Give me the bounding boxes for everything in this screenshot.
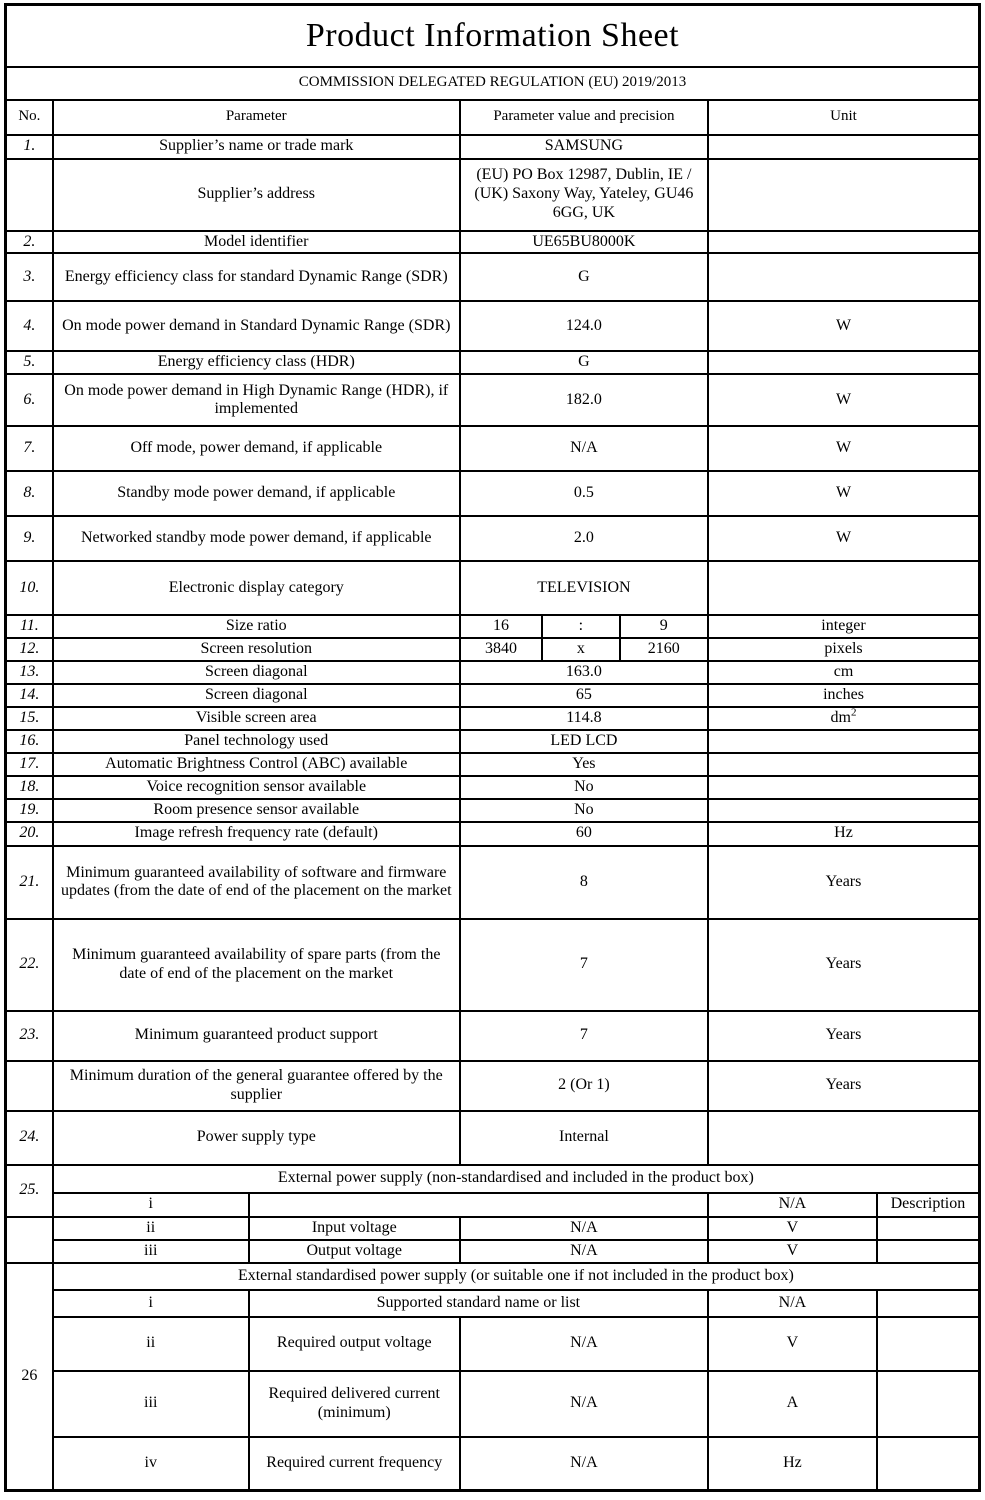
- row-number-cell: 23.: [6, 1011, 53, 1061]
- unit-cell: V: [708, 1317, 877, 1371]
- row-number-cell: 1.: [6, 135, 53, 159]
- row-number-cell: 12.: [6, 638, 53, 661]
- column-header-value: Parameter value and precision: [460, 100, 708, 135]
- table-row: [6, 516, 980, 561]
- value-cell: N/A: [460, 426, 708, 471]
- row-number-cell: 14.: [6, 684, 53, 707]
- table-row: [6, 374, 980, 426]
- product-info-table: [4, 3, 981, 1492]
- label-cell: Required current frequency: [249, 1437, 460, 1491]
- table-row: [6, 1193, 980, 1217]
- unit-cell: Hz: [708, 822, 979, 846]
- label-cell: [249, 1193, 708, 1217]
- table-row: [6, 776, 980, 799]
- unit-cell: [708, 730, 979, 753]
- row-number-cell: 24.: [6, 1111, 53, 1165]
- parameter-cell: Voice recognition sensor available: [53, 776, 460, 799]
- label-cell: Supported standard name or list: [249, 1290, 708, 1317]
- unit-cell: [708, 135, 979, 159]
- column-header-unit: Unit: [708, 100, 979, 135]
- table-row: [6, 919, 980, 1011]
- parameter-cell: Energy efficiency class (HDR): [53, 351, 460, 374]
- value-cell: LED LCD: [460, 730, 708, 753]
- row-number-cell: 13.: [6, 661, 53, 684]
- value-cell: 2 (Or 1): [460, 1061, 708, 1111]
- unit-cell: V: [708, 1217, 877, 1240]
- table-row: [6, 1240, 980, 1263]
- value-cell: Yes: [460, 753, 708, 776]
- value-cell: 7: [460, 1011, 708, 1061]
- row-number-cell: [6, 159, 53, 231]
- value-cell: N/A: [460, 1317, 708, 1371]
- label-cell: Required delivered current (minimum): [249, 1371, 460, 1437]
- table-row: [6, 846, 980, 919]
- value-cell: N/A: [460, 1371, 708, 1437]
- unit-cell: integer: [708, 615, 979, 638]
- unit-cell: [708, 776, 979, 799]
- value-part-cell: :: [542, 615, 619, 638]
- table-row: [6, 615, 980, 638]
- table-row: [6, 1290, 980, 1317]
- parameter-cell: Electronic display category: [53, 561, 460, 615]
- row-number-cell: 8.: [6, 471, 53, 516]
- section-25-header-row: [6, 1165, 980, 1193]
- table-row: [6, 684, 980, 707]
- value-cell: 2.0: [460, 516, 708, 561]
- table-row: [6, 426, 980, 471]
- value-cell: G: [460, 253, 708, 301]
- unit-cell: W: [708, 471, 979, 516]
- value-part-cell: 9: [620, 615, 708, 638]
- unit-cell: Years: [708, 1011, 979, 1061]
- value-cell: 114.8: [460, 707, 708, 730]
- parameter-cell: Image refresh frequency rate (default): [53, 822, 460, 846]
- parameter-cell: Power supply type: [53, 1111, 460, 1165]
- unit-cell: A: [708, 1371, 877, 1437]
- parameter-cell: Panel technology used: [53, 730, 460, 753]
- unit-text: dm: [830, 709, 851, 727]
- unit-superscript: 2: [850, 707, 857, 720]
- table-row: [6, 638, 980, 661]
- table-row: [6, 707, 980, 730]
- row-number-cell: 22.: [6, 919, 53, 1011]
- parameter-cell: Model identifier: [53, 231, 460, 254]
- column-header-parameter: Parameter: [53, 100, 460, 135]
- value-cell: N/A: [460, 1217, 708, 1240]
- table-row: [6, 753, 980, 776]
- value-cell: 7: [460, 919, 708, 1011]
- row-number-cell: [6, 1061, 53, 1111]
- row-number-cell: 19.: [6, 799, 53, 822]
- unit-cell: [708, 561, 979, 615]
- value-part-cell: 3840: [460, 638, 542, 661]
- table-row: [6, 1371, 980, 1437]
- value-cell: 182.0: [460, 374, 708, 426]
- table-row: [6, 1011, 980, 1061]
- parameter-cell: Screen diagonal: [53, 684, 460, 707]
- index-cell: ii: [53, 1217, 249, 1240]
- unit-cell: [708, 753, 979, 776]
- table-row: [6, 822, 980, 846]
- value-cell: N/A: [460, 1240, 708, 1263]
- parameter-cell: Supplier’s name or trade mark: [53, 135, 460, 159]
- value-cell: SAMSUNG: [460, 135, 708, 159]
- index-cell: i: [53, 1193, 249, 1217]
- table-row: [6, 351, 980, 374]
- description-cell: Description: [877, 1193, 980, 1217]
- parameter-cell: Screen resolution: [53, 638, 460, 661]
- index-cell: iii: [53, 1371, 249, 1437]
- row-number-cell: [6, 1217, 53, 1263]
- parameter-cell: Minimum duration of the general guarantee offered by the supplier: [53, 1061, 460, 1111]
- value-part-cell: x: [542, 638, 619, 661]
- row-number-cell: 11.: [6, 615, 53, 638]
- parameter-cell: Standby mode power demand, if applicable: [53, 471, 460, 516]
- value-cell: (EU) PO Box 12987, Dublin, IE / (UK) Saxony Way, Yateley, GU46 6GG, UK: [460, 159, 708, 231]
- table-row: [6, 1111, 980, 1165]
- index-cell: iii: [53, 1240, 249, 1263]
- unit-cell: V: [708, 1240, 877, 1263]
- parameter-cell: Supplier’s address: [53, 159, 460, 231]
- unit-cell: Years: [708, 1061, 979, 1111]
- column-header-no: No.: [6, 100, 53, 135]
- value-cell: UE65BU8000K: [460, 231, 708, 254]
- table-row: [6, 159, 980, 231]
- row-number-cell: 6.: [6, 374, 53, 426]
- unit-cell: [708, 253, 979, 301]
- unit-cell: [708, 351, 979, 374]
- unit-cell: W: [708, 516, 979, 561]
- parameter-cell: Minimum guaranteed availability of software and firmware updates (from the date of end of the placement on the market: [53, 846, 460, 919]
- parameter-cell: Visible screen area: [53, 707, 460, 730]
- parameter-cell: Networked standby mode power demand, if applicable: [53, 516, 460, 561]
- unit-cell: inches: [708, 684, 979, 707]
- description-cell: [877, 1371, 980, 1437]
- parameter-cell: Off mode, power demand, if applicable: [53, 426, 460, 471]
- table-row: [6, 253, 980, 301]
- table-row: [6, 1437, 980, 1491]
- row-number-cell: 20.: [6, 822, 53, 846]
- unit-cell: [708, 707, 979, 730]
- value-cell: 8: [460, 846, 708, 919]
- table-row: [6, 1317, 980, 1371]
- table-row: [6, 135, 980, 159]
- unit-cell: W: [708, 374, 979, 426]
- row-number-cell: 16.: [6, 730, 53, 753]
- row-number-cell: 21.: [6, 846, 53, 919]
- section-header-cell: External power supply (non-standardised and included in the product box): [53, 1165, 980, 1193]
- unit-cell: W: [708, 301, 979, 351]
- row-number-cell: 17.: [6, 753, 53, 776]
- index-cell: i: [53, 1290, 249, 1317]
- value-part-cell: 16: [460, 615, 542, 638]
- parameter-cell: Minimum guaranteed product support: [53, 1011, 460, 1061]
- table-row: [6, 301, 980, 351]
- description-cell: [877, 1240, 980, 1263]
- description-cell: [877, 1217, 980, 1240]
- value-cell: 163.0: [460, 661, 708, 684]
- value-cell: 60: [460, 822, 708, 846]
- table-row: [6, 561, 980, 615]
- row-number-cell: 18.: [6, 776, 53, 799]
- parameter-cell: Minimum guaranteed availability of spare parts (from the date of end of the placement on the market: [53, 919, 460, 1011]
- value-cell: TELEVISION: [460, 561, 708, 615]
- parameter-cell: On mode power demand in High Dynamic Range (HDR), if implemented: [53, 374, 460, 426]
- row-number-cell: 4.: [6, 301, 53, 351]
- row-number-cell: 5.: [6, 351, 53, 374]
- unit-cell: pixels: [708, 638, 979, 661]
- section-number-cell: 26: [6, 1263, 53, 1491]
- table-row: [6, 730, 980, 753]
- table-row: [6, 661, 980, 684]
- description-cell: [877, 1437, 980, 1491]
- table-row: [6, 1061, 980, 1111]
- unit-cell: N/A: [708, 1290, 877, 1317]
- table-row: [6, 471, 980, 516]
- unit-cell: W: [708, 426, 979, 471]
- row-number-cell: 3.: [6, 253, 53, 301]
- description-cell: [877, 1317, 980, 1371]
- unit-cell: Years: [708, 846, 979, 919]
- label-cell: Required output voltage: [249, 1317, 460, 1371]
- row-number-cell: 2.: [6, 231, 53, 254]
- section-26-header-row: [6, 1263, 980, 1290]
- table-row: [6, 799, 980, 822]
- unit-cell: [708, 231, 979, 254]
- unit-cell: Hz: [708, 1437, 877, 1491]
- parameter-cell: Energy efficiency class for standard Dynamic Range (SDR): [53, 253, 460, 301]
- value-cell: No: [460, 799, 708, 822]
- unit-cell: [708, 159, 979, 231]
- label-cell: Input voltage: [249, 1217, 460, 1240]
- value-cell: No: [460, 776, 708, 799]
- parameter-cell: Screen diagonal: [53, 661, 460, 684]
- index-cell: ii: [53, 1317, 249, 1371]
- table-row: [6, 231, 980, 254]
- description-cell: [877, 1290, 980, 1317]
- value-cell: Internal: [460, 1111, 708, 1165]
- section-header-cell: External standardised power supply (or suitable one if not included in the product box): [53, 1263, 980, 1290]
- unit-cell: cm: [708, 661, 979, 684]
- row-number-cell: 9.: [6, 516, 53, 561]
- value-part-cell: 2160: [620, 638, 708, 661]
- value-cell: N/A: [460, 1437, 708, 1491]
- unit-cell: [708, 799, 979, 822]
- index-cell: iv: [53, 1437, 249, 1491]
- value-cell: 0.5: [460, 471, 708, 516]
- page-title: Product Information Sheet: [6, 5, 980, 67]
- unit-cell: N/A: [708, 1193, 877, 1217]
- label-cell: Output voltage: [249, 1240, 460, 1263]
- regulation-subtitle: COMMISSION DELEGATED REGULATION (EU) 2019/2013: [6, 67, 980, 100]
- parameter-cell: Room presence sensor available: [53, 799, 460, 822]
- unit-cell: Years: [708, 919, 979, 1011]
- row-number-cell: 10.: [6, 561, 53, 615]
- row-number-cell: 7.: [6, 426, 53, 471]
- table-row: [6, 1217, 980, 1240]
- unit-cell: [708, 1111, 979, 1165]
- parameter-cell: Automatic Brightness Control (ABC) available: [53, 753, 460, 776]
- section-number-cell: 25.: [6, 1165, 53, 1217]
- parameter-cell: On mode power demand in Standard Dynamic Range (SDR): [53, 301, 460, 351]
- parameter-cell: Size ratio: [53, 615, 460, 638]
- value-cell: 65: [460, 684, 708, 707]
- value-cell: 124.0: [460, 301, 708, 351]
- value-cell: G: [460, 351, 708, 374]
- row-number-cell: 15.: [6, 707, 53, 730]
